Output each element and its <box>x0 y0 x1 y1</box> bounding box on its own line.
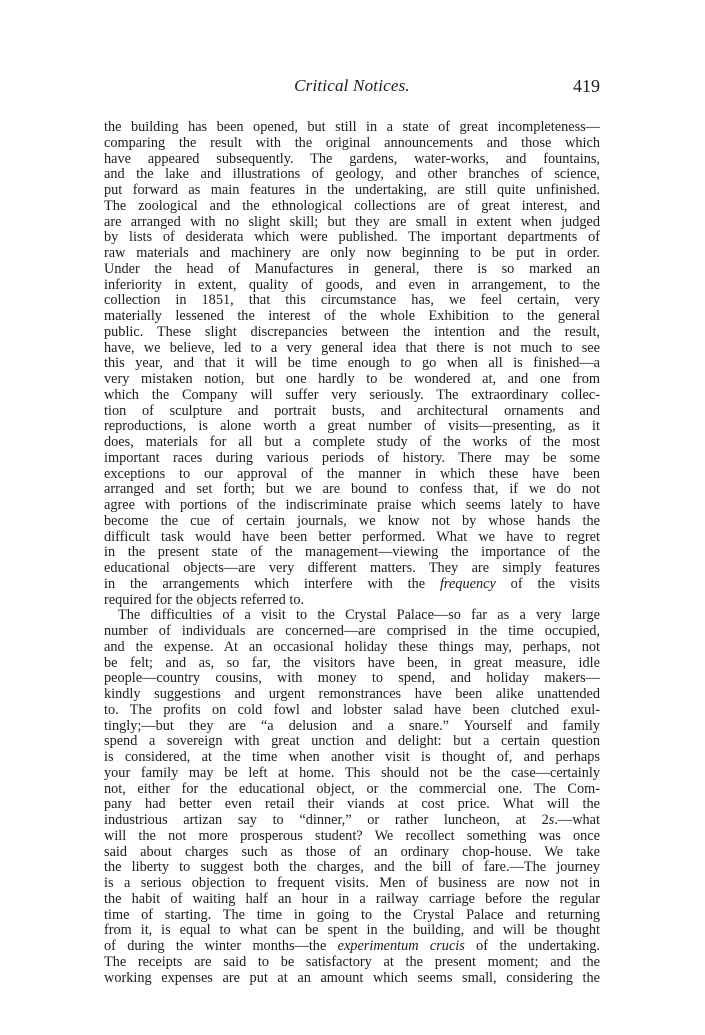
text-line: to. The profits on cold fowl and lobster salad have been clutched exul- <box>104 701 600 718</box>
text-line: number of individuals are concerned—are comprised in the time occupied, <box>104 623 600 639</box>
text-line: and the lake and illustrations of geology, and other branches of science, <box>104 166 600 183</box>
text-segment: industrious artizan say to “dinner,” or rather luncheon, at 2 <box>104 812 549 828</box>
text-line: kindly suggestions and urgent remonstrances have been alike unattended <box>104 686 600 702</box>
text-line: important races during various periods of history. There may be some <box>104 449 600 466</box>
text-line: arranged and set forth; but we are bound to confess that, if we do not <box>104 481 600 498</box>
text-line: agree with portions of the indiscriminate praise which seems lately to have <box>104 497 600 513</box>
text-line: materially lessened the interest of the whole Exhibition to the general <box>104 308 600 324</box>
text-line: and the expense. At an occasional holiday these things may, perhaps, not <box>104 638 600 655</box>
text-line: working expenses are put at an amount which seems small, considering the <box>104 969 600 986</box>
text-line: exceptions to our approval of the manner in which these have been <box>104 465 600 482</box>
emphasis-text: s <box>548 812 555 828</box>
text-line: have appeared subsequently. The gardens, water-works, and fountains, <box>104 150 600 167</box>
text-line: inferiority in extent, quality of goods, and even in arrangement, to the <box>104 276 600 293</box>
text-segment: in the arrangements which interfere with the <box>104 575 440 592</box>
text-line: difficult task would have been better performed. What we have to regret <box>104 528 600 545</box>
text-line: said about charges such as those of an ordinary chop-house. We take <box>104 843 600 860</box>
emphasis-text: frequency <box>439 575 496 592</box>
text-line: collection in 1851, that this circumstance has, we feel certain, very <box>104 292 600 309</box>
text-line: have, we believe, led to a very general idea that there is not much to see <box>104 339 600 356</box>
text-line <box>104 577 600 593</box>
text-line: the habit of waiting half an hour in a railway carriage before the regular <box>104 890 600 907</box>
text-line: the liberty to suggest both the charges, and the bill of fare.—The journey <box>104 859 600 876</box>
text-line: in the present state of the management—viewing the importance of the <box>104 544 600 561</box>
text-line: be felt; and as, so far, the visitors have been, in great measure, idle <box>104 654 600 671</box>
text-line: spend a sovereign with great unction and delight: but a certain question <box>104 733 600 750</box>
text-line: put forward as main features in the undertaking, are still quite unfinished. <box>104 182 600 198</box>
text-line: pany had better even retail their viands at cost price. What will the <box>104 796 600 813</box>
text-line: The zoological and the ethnological collections are of great interest, and <box>104 197 600 214</box>
text-line: comparing the result with the original announcements and those which <box>104 134 600 151</box>
text-segment: of the visits <box>495 575 600 592</box>
text-line: your family may be left at home. This should not be the case—certainly <box>104 764 600 781</box>
text-line: this year, and that it will be time enough to go when all is finished—a <box>104 355 600 372</box>
text-line: tingly;—but they are “a delusion and a snare.” Yourself and family <box>104 717 600 734</box>
text-segment: of during the winter months—the <box>104 938 338 954</box>
text-line: is a serious objection to frequent visits. Men of business are now not in <box>104 875 600 891</box>
text-line: required for the objects referred to. <box>104 591 305 608</box>
text-line: the building has been opened, but still in a state of great incompleteness— <box>104 119 600 135</box>
text-line: raw materials and machinery are only now beginning to be put in order. <box>104 245 600 261</box>
text-line: is considered, at the time when another visit is thought of, and perhaps <box>104 749 600 765</box>
text-line: become the cue of certain journals, we know not by whose hands the <box>104 512 600 529</box>
text-line: Under the head of Manufactures in general, there is so marked an <box>104 260 600 277</box>
text-line <box>104 813 600 829</box>
text-line: from it, is equal to what can be spent in the building, and will be thought <box>104 922 600 939</box>
text-line: by lists of desiderata which were published. The important departments of <box>104 229 600 246</box>
text-line: reproductions, is alone worth a great number of visits—presenting, as it <box>104 418 600 435</box>
text-line: does, materials for all but a complete study of the works of the most <box>104 434 600 450</box>
page-number: 419 <box>573 76 600 96</box>
text-line: educational objects—are very different matters. They are simply features <box>104 560 600 576</box>
running-header <box>104 76 600 102</box>
text-line: will the not more prosperous student? We recollect something was once <box>104 827 600 844</box>
text-line: The receipts are said to be satisfactory at the present moment; and the <box>104 953 600 970</box>
text-line: not, either for the educational object, or the commercial one. The Com- <box>104 780 600 797</box>
text-segment: of the undertaking. <box>464 938 600 954</box>
running-title: Critical Notices. <box>294 76 410 95</box>
text-line <box>104 939 600 955</box>
text-line: The difficulties of a visit to the Crystal Palace—so far as a very large <box>118 607 600 624</box>
text-line: public. These slight discrepancies between the intention and the result, <box>104 323 600 340</box>
text-segment: .—what <box>554 812 600 828</box>
text-line: tion of sculpture and portrait busts, and architectural ornaments and <box>104 402 600 419</box>
text-line: people—country cousins, with money to spend, and holiday makers— <box>104 670 600 687</box>
text-line: time of starting. The time in going to the Crystal Palace and returning <box>104 906 600 923</box>
emphasis-text: experimentum crucis <box>337 938 465 954</box>
text-line: very mistaken notion, but one hardly to be wondered at, and one from <box>104 371 600 387</box>
body-text <box>104 120 600 986</box>
text-line: which the Company will suffer very seriously. The extraordinary collec- <box>104 386 600 403</box>
text-line: are arranged with no slight skill; but they are small in extent when judged <box>104 213 600 230</box>
